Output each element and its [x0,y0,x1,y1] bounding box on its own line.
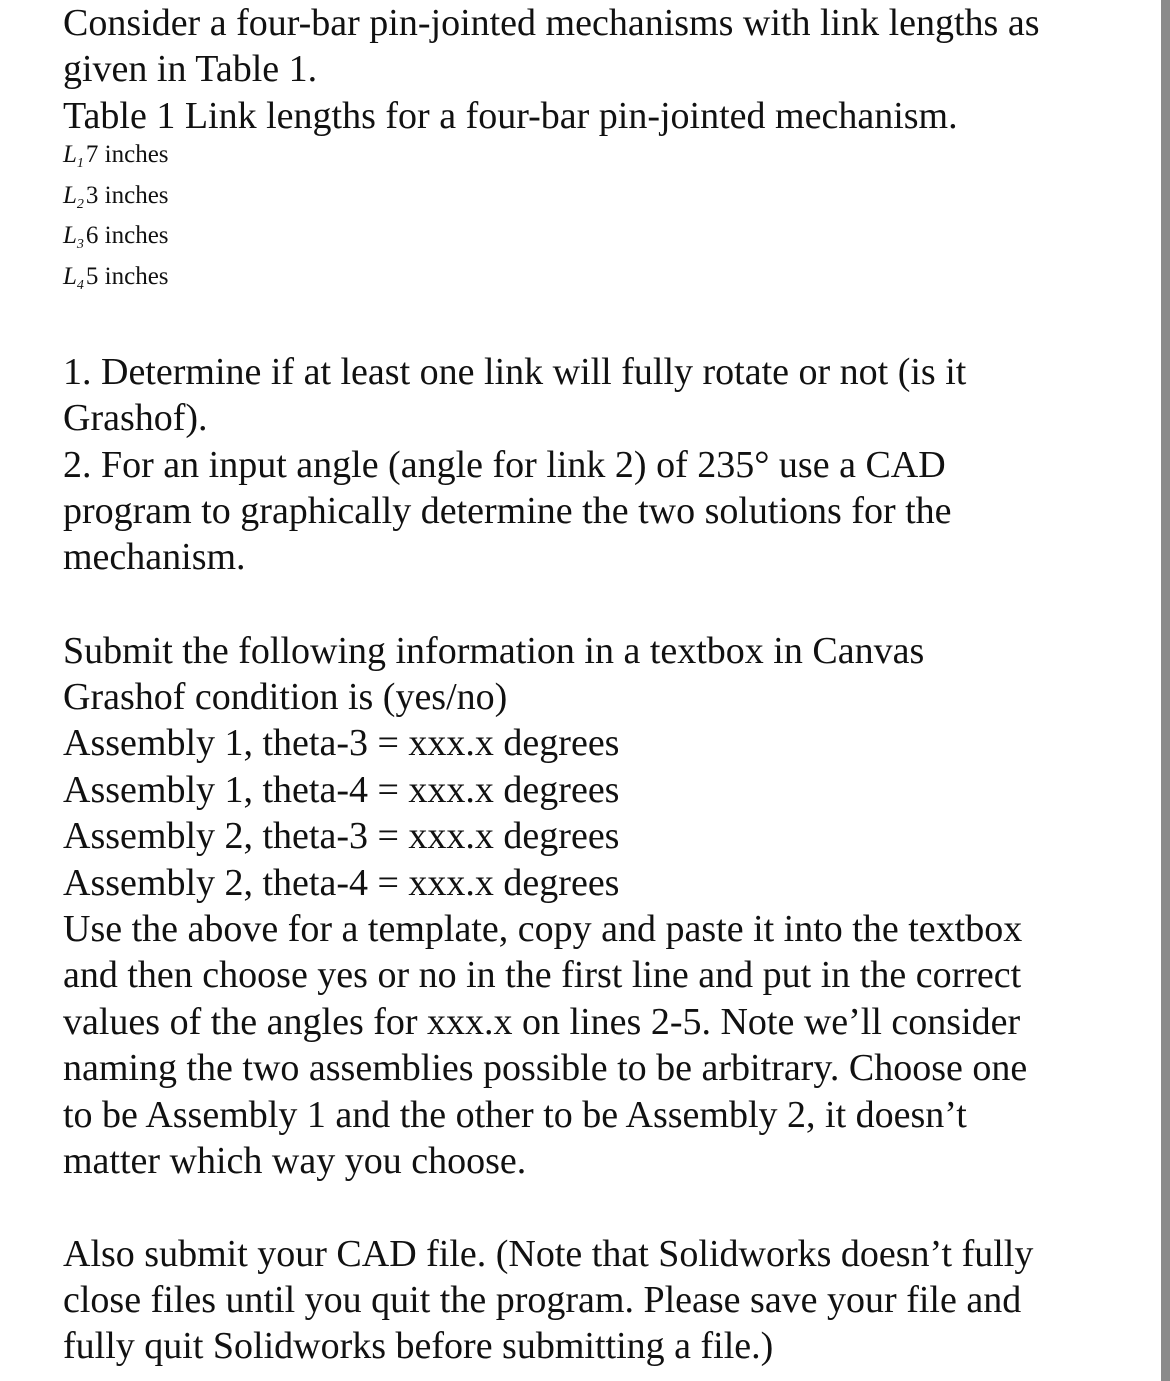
instruction-line: Use the above for a template, copy and paste it into the textbox [63,908,1023,950]
question-1-line-2: Grashof). [63,397,208,439]
link-length: 7 inches [85,141,169,168]
table-row [63,262,169,301]
instruction-line: naming the two assemblies possible to be arbitrary. Choose one [63,1047,1028,1089]
instruction-line: to be Assembly 1 and the other to be Assembly 2, it doesn’t [63,1094,967,1136]
link-symbol: $L_4$ [63,263,84,293]
question-2-line-1: 2. For an input angle (angle for link 2) of 235° use a CAD [63,444,946,486]
question-1-line-1: 1. Determine if at least one link will fully rotate or not (is it [63,351,967,393]
instruction-line: and then choose yes or no in the first line and put in the correct [63,954,1022,996]
link-symbol: $L_3$ [63,222,84,252]
cad-note-line: Also submit your CAD file. (Note that Solidworks doesn’t fully [63,1233,1034,1275]
table-row [63,140,169,179]
right-edge-bar [1161,0,1170,1381]
link-symbol: $L_1$ [63,141,84,171]
submit-heading: Submit the following information in a textbox in Canvas [63,630,925,672]
table-row [63,181,169,220]
template-line: Assembly 1, theta-4 = xxx.x degrees [63,769,620,811]
template-line: Assembly 2, theta-4 = xxx.x degrees [63,862,620,904]
cad-note-line: fully quit Solidworks before submitting a file.) [63,1325,774,1367]
template-line: Assembly 1, theta-3 = xxx.x degrees [63,722,620,764]
intro-line-1: Consider a four-bar pin-jointed mechanisms with link lengths as [63,2,1040,44]
link-length: 3 inches [85,182,169,209]
question-2-line-3: mechanism. [63,536,246,578]
instruction-line: matter which way you choose. [63,1140,527,1182]
link-symbol: $L_2$ [63,182,84,212]
question-2-line-2: program to graphically determine the two solutions for the [63,490,952,532]
instruction-line: values of the angles for xxx.x on lines 2-5. Note we’ll consider [63,1001,1021,1043]
intro-line-2: given in Table 1. [63,48,318,90]
link-length: 6 inches [85,222,169,249]
table-row [63,221,169,260]
cad-note-line: close files until you quit the program. Please save your file and [63,1279,1022,1321]
template-line: Grashof condition is (yes/no) [63,676,508,718]
link-length: 5 inches [85,263,169,290]
table-caption: Table 1 Link lengths for a four-bar pin-jointed mechanism. [63,95,958,137]
template-line: Assembly 2, theta-3 = xxx.x degrees [63,815,620,857]
